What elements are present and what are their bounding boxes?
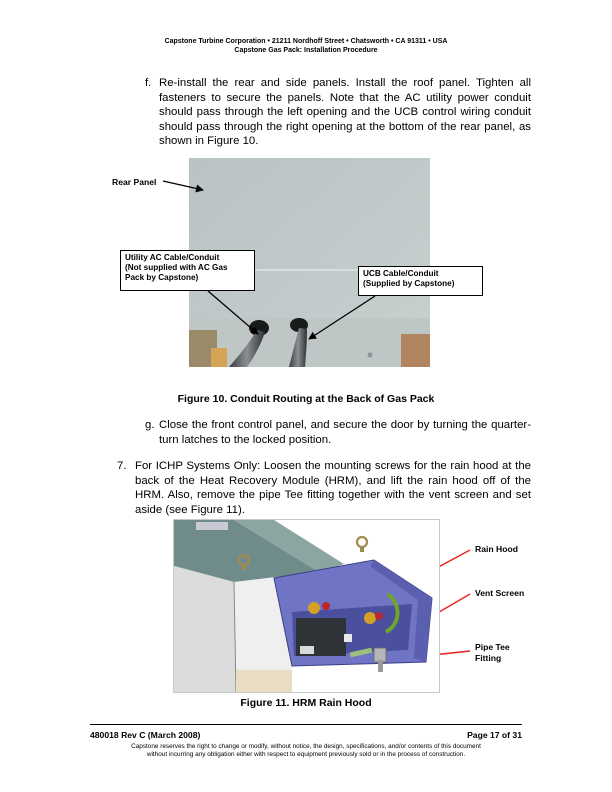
figure-11-caption: Figure 11. HRM Rain Hood: [240, 697, 372, 709]
footer-disclaimer-line1: Capstone reserves the right to change or modify, without notice, the design, specifications, and/or contents of this document: [131, 743, 481, 750]
step-f-text: Re-install the rear and side panels. Install the roof panel. Tighten all fasteners to secure the panels. Note that the AC utility power conduit should pass through the left opening and the UCB control wiring conduit should pass through the right opening at the bottom of the rear panel, as shown in Figure 10.: [159, 77, 531, 148]
step-f-label: f.: [145, 77, 152, 89]
callout-ucb-line1: UCB Cable/Conduit: [363, 269, 439, 278]
step-7: [117, 459, 531, 517]
callout-utility-line3: Pack by Capstone): [125, 273, 199, 282]
callout-utility-line1: Utility AC Cable/Conduit: [125, 253, 220, 262]
figure-10-caption: Figure 10. Conduit Routing at the Back of Gas Pack: [177, 393, 435, 405]
footer-page-number: Page 17 of 31: [467, 730, 522, 740]
label-rain-hood: Rain Hood: [475, 544, 518, 554]
arrow-ucb: [309, 296, 375, 339]
label-vent-screen: Vent Screen: [475, 588, 525, 598]
arrow-rear-panel: [163, 181, 203, 190]
label-pipe-tee-line1: Pipe Tee: [475, 642, 510, 652]
footer-doc-id: 480018 Rev C (March 2008): [90, 730, 201, 740]
label-pipe-tee: [475, 642, 510, 663]
step-7-text: For ICHP Systems Only: Loosen the mounting screws for the rain hood at the back of the Heat Recovery Module (HRM), and lift the rain hood off of the HRM. Also, remove the pipe Tee fitting together with the vent screen and set aside (see Figure 11).: [135, 460, 531, 516]
step-7-label: 7.: [117, 460, 127, 472]
step-g-label: g.: [145, 419, 155, 431]
header-company-line: Capstone Turbine Corporation • 21211 Nordhoff Street • Chatsworth • CA 91311 • USA: [164, 38, 448, 45]
figure-11-illustration: [174, 520, 439, 692]
callout-ucb-line2: (Supplied by Capstone): [363, 279, 455, 288]
footer-disclaimer-line2: without incurring any obligation either with respect to equipment previously sold or in the process of construction.: [146, 751, 466, 758]
header-doc-title: Capstone Gas Pack: Installation Procedure: [234, 47, 378, 54]
callout-utility-line2: (Not supplied with AC Gas: [125, 263, 228, 272]
step-g-text: Close the front control panel, and secure the door by turning the quarter-turn latches to the locked position.: [159, 419, 531, 446]
figure-11-image: [173, 519, 440, 693]
footer-rule: [90, 724, 522, 725]
arrow-utility-ac: [208, 291, 258, 334]
label-pipe-tee-line2: Fitting: [475, 652, 502, 663]
step-g: [145, 418, 531, 447]
label-rear-panel: Rear Panel: [112, 177, 157, 187]
